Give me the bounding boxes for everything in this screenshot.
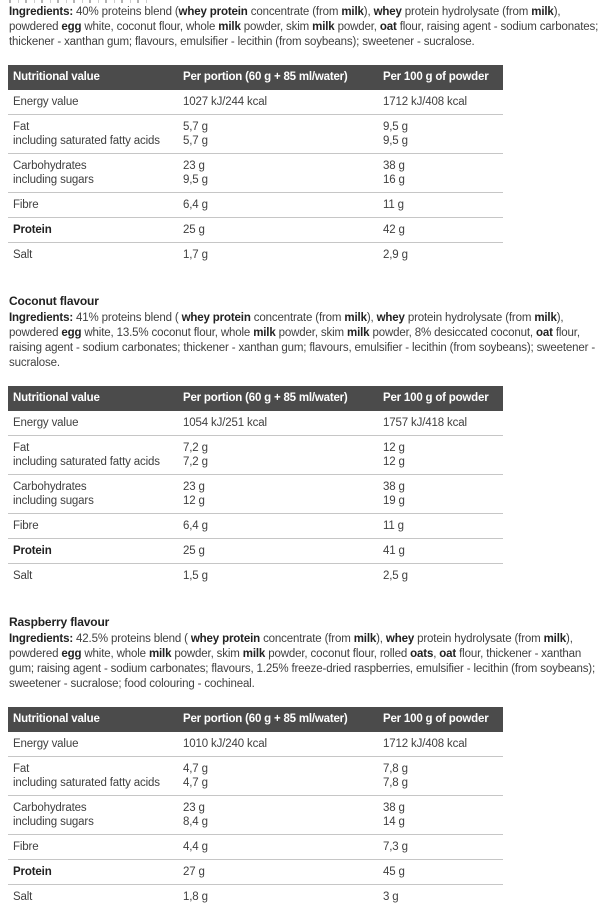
col-header-per-100g: Per 100 g of powder [378, 386, 503, 411]
table-row [8, 115, 503, 154]
value-per-portion: 1054 kJ/251 kcal [183, 416, 378, 430]
col-header-nutritional-value: Nutritional value [8, 65, 178, 90]
value-per-100g: 1757 kJ/418 kcal [383, 416, 503, 430]
row-label: Carbohydrates [13, 480, 178, 494]
row-label: Energy value [13, 416, 178, 430]
subvalue-per-portion: 9,5 g [183, 173, 378, 187]
subvalue-per-100g: 7,8 g [383, 776, 503, 790]
value-per-100g: 12 g [383, 441, 503, 455]
row-label: Fat [13, 762, 178, 776]
table-row [8, 539, 503, 564]
value-per-100g: 7,3 g [383, 840, 503, 854]
value-per-portion: 5,7 g [183, 120, 378, 134]
row-label: Carbohydrates [13, 159, 178, 173]
value-per-portion: 4,4 g [183, 840, 378, 854]
table-row [8, 564, 503, 589]
table-header-row [8, 707, 503, 732]
row-sublabel: including sugars [13, 815, 178, 829]
table-header-row [8, 65, 503, 90]
value-per-100g: 1712 kJ/408 kcal [383, 737, 503, 751]
value-per-portion: 25 g [183, 223, 378, 237]
row-sublabel: including sugars [13, 494, 178, 508]
col-header-per-portion: Per portion (60 g + 85 ml/water) [178, 65, 378, 90]
row-label: Fibre [13, 840, 178, 854]
table-row [8, 411, 503, 436]
value-per-100g: 42 g [383, 223, 503, 237]
row-label: Salt [13, 890, 178, 904]
col-header-per-100g: Per 100 g of powder [378, 707, 503, 732]
table-row [8, 243, 503, 268]
flavour-heading-coconut: Coconut flavour [0, 294, 605, 309]
table-header-row [8, 386, 503, 411]
table-row [8, 885, 503, 909]
subvalue-per-100g: 14 g [383, 815, 503, 829]
product-section-default [0, 0, 605, 267]
product-section-coconut [0, 294, 605, 588]
row-label: Fat [13, 120, 178, 134]
subvalue-per-portion: 8,4 g [183, 815, 378, 829]
value-per-portion: 27 g [183, 865, 378, 879]
table-row [8, 514, 503, 539]
value-per-100g: 38 g [383, 801, 503, 815]
ingredients-paragraph: Ingredients: 41% proteins blend ( whey protein concentrate (from milk), whey protein hydrolysate (from milk), powdered egg white, 13.5% coconut flour, whole milk powder, skim milk powder, 8% desiccated coconut, oat flour, raising agent - sodium carbonates; thickener - xanthan gum; flavours, emulsifier - lecithin (from soybeans); sweetener - sucralose. [0, 311, 605, 371]
value-per-100g: 1712 kJ/408 kcal [383, 95, 503, 109]
col-header-per-100g: Per 100 g of powder [378, 65, 503, 90]
row-label: Energy value [13, 737, 178, 751]
value-per-100g: 41 g [383, 544, 503, 558]
table-row [8, 796, 503, 835]
row-label: Salt [13, 569, 178, 583]
row-label: Fibre [13, 198, 178, 212]
col-header-per-portion: Per portion (60 g + 85 ml/water) [178, 707, 378, 732]
nutrition-table-raspberry [8, 707, 503, 909]
clipped-text-fragment [9, 0, 147, 3]
value-per-100g: 7,8 g [383, 762, 503, 776]
value-per-portion: 23 g [183, 159, 378, 173]
nutrition-table-coconut [8, 386, 503, 588]
table-row [8, 475, 503, 514]
row-label: Salt [13, 248, 178, 262]
table-row [8, 757, 503, 796]
value-per-portion: 6,4 g [183, 519, 378, 533]
value-per-portion: 1,5 g [183, 569, 378, 583]
row-sublabel: including sugars [13, 173, 178, 187]
table-row [8, 154, 503, 193]
ingredients-paragraph: Ingredients: 42.5% proteins blend ( whey protein concentrate (from milk), whey protein hydrolysate (from milk), powdered egg white, whole milk powder, skim milk powder, coconut flour, rolled oats, oat flour, thickener - xanthan gum; raising agent - sodium carbonates; flavours, 1.25% freeze-dried raspberries, emulsifier - lecithin (from soybeans); sweetener - sucralose; food colouring - cochineal. [0, 632, 605, 692]
row-label: Protein [13, 544, 178, 558]
table-row [8, 218, 503, 243]
subvalue-per-100g: 16 g [383, 173, 503, 187]
subvalue-per-100g: 9,5 g [383, 134, 503, 148]
value-per-portion: 25 g [183, 544, 378, 558]
row-sublabel: including saturated fatty acids [13, 455, 178, 469]
value-per-portion: 1,8 g [183, 890, 378, 904]
product-section-raspberry [0, 615, 605, 909]
value-per-100g: 11 g [383, 519, 503, 533]
value-per-100g: 3 g [383, 890, 503, 904]
table-row [8, 860, 503, 885]
value-per-portion: 23 g [183, 480, 378, 494]
value-per-100g: 38 g [383, 480, 503, 494]
subvalue-per-portion: 5,7 g [183, 134, 378, 148]
value-per-portion: 1,7 g [183, 248, 378, 262]
table-row [8, 732, 503, 757]
col-header-per-portion: Per portion (60 g + 85 ml/water) [178, 386, 378, 411]
row-label: Carbohydrates [13, 801, 178, 815]
ingredients-paragraph: Ingredients: 40% proteins blend (whey protein concentrate (from milk), whey protein hydrolysate (from milk), powdered egg white, coconut flour, whole milk powder, skim milk powder, oat flour, raising agent - sodium carbonates; thickener - xanthan gum; flavours, emulsifier - lecithin (from soybeans); sweetener - sucralose. [0, 5, 605, 50]
value-per-portion: 23 g [183, 801, 378, 815]
subvalue-per-portion: 12 g [183, 494, 378, 508]
row-label: Energy value [13, 95, 178, 109]
nutrition-table-default [8, 65, 503, 267]
subvalue-per-100g: 12 g [383, 455, 503, 469]
value-per-portion: 1027 kJ/244 kcal [183, 95, 378, 109]
flavour-heading-raspberry: Raspberry flavour [0, 615, 605, 630]
table-row [8, 90, 503, 115]
col-header-nutritional-value: Nutritional value [8, 386, 178, 411]
value-per-portion: 6,4 g [183, 198, 378, 212]
value-per-100g: 38 g [383, 159, 503, 173]
row-sublabel: including saturated fatty acids [13, 776, 178, 790]
value-per-100g: 2,5 g [383, 569, 503, 583]
row-label: Protein [13, 865, 178, 879]
value-per-100g: 9,5 g [383, 120, 503, 134]
table-row [8, 436, 503, 475]
value-per-100g: 11 g [383, 198, 503, 212]
value-per-portion: 7,2 g [183, 441, 378, 455]
value-per-100g: 2,9 g [383, 248, 503, 262]
subvalue-per-portion: 4,7 g [183, 776, 378, 790]
value-per-100g: 45 g [383, 865, 503, 879]
row-label: Fat [13, 441, 178, 455]
subvalue-per-portion: 7,2 g [183, 455, 378, 469]
row-label: Fibre [13, 519, 178, 533]
value-per-portion: 1010 kJ/240 kcal [183, 737, 378, 751]
col-header-nutritional-value: Nutritional value [8, 707, 178, 732]
value-per-portion: 4,7 g [183, 762, 378, 776]
row-label: Protein [13, 223, 178, 237]
row-sublabel: including saturated fatty acids [13, 134, 178, 148]
subvalue-per-100g: 19 g [383, 494, 503, 508]
table-row [8, 835, 503, 860]
table-row [8, 193, 503, 218]
